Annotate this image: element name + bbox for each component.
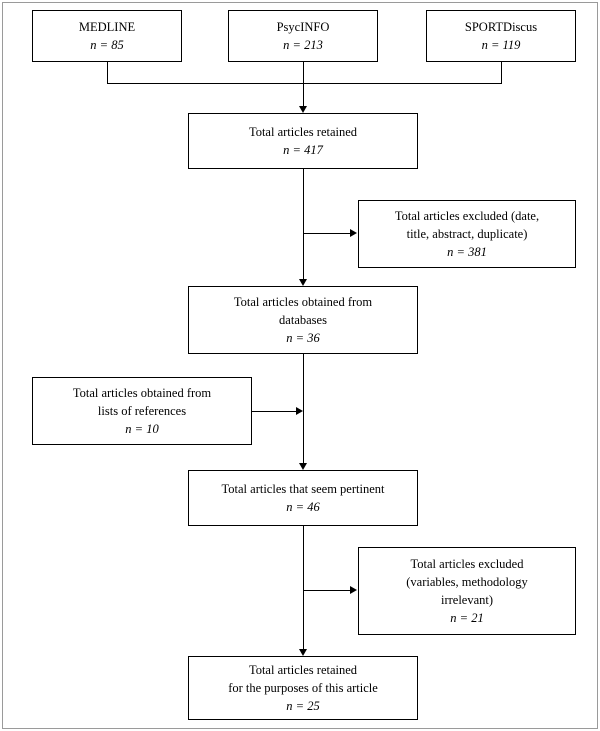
node-references-label-line1: Total articles obtained from: [72, 385, 212, 400]
node-pertinent-label: Total articles that seem pertinent: [221, 481, 385, 496]
node-retained-label: Total articles retained: [248, 124, 358, 139]
arrow-bus-to-retained: [299, 106, 307, 113]
node-excluded-eligibility-label-line1: Total articles excluded: [410, 556, 524, 571]
connector-databases-to-pertinent: [303, 354, 304, 464]
node-psycinfo-label: PsycINFO: [276, 19, 330, 34]
connector-retained-to-excluded1: [303, 233, 351, 234]
node-final-label-line1: Total articles retained: [248, 662, 358, 677]
node-databases-label-line2: databases: [279, 312, 327, 327]
node-databases-label-line1: Total articles obtained from: [233, 294, 373, 309]
node-references-count: n = 10: [125, 422, 159, 437]
node-psycinfo: [228, 10, 378, 62]
node-excluded-eligibility-label-line3: irrelevant): [440, 593, 494, 607]
node-sportdiscus-count: n = 119: [481, 38, 521, 52]
node-excluded-screening: [358, 200, 576, 268]
node-pertinent-count: n = 46: [286, 500, 320, 514]
node-retained-count: n = 417: [283, 143, 323, 157]
arrow-pertinent-to-excluded2: [350, 586, 357, 594]
node-databases: [188, 286, 418, 354]
connector-pertinent-to-excluded2: [303, 590, 351, 591]
node-medline-count: n = 85: [90, 38, 124, 52]
arrow-references-to-spine: [296, 407, 303, 415]
node-medline-label: MEDLINE: [78, 19, 136, 34]
node-excluded-eligibility: [358, 547, 576, 635]
connector-references-to-spine: [252, 411, 297, 412]
node-references-label-line2: lists of references: [97, 403, 187, 418]
connector-retained-to-databases: [303, 169, 304, 280]
node-pertinent: [188, 470, 418, 526]
node-sportdiscus-label: SPORTDiscus: [464, 19, 538, 34]
arrow-databases-to-pertinent: [299, 463, 307, 470]
node-excluded-eligibility-count: n = 21: [450, 611, 484, 626]
connector-psycinfo-down: [303, 62, 304, 83]
connector-medline-down: [107, 62, 108, 83]
connector-sportdiscus-down: [501, 62, 502, 83]
node-databases-count: n = 36: [286, 331, 320, 346]
node-final: [188, 656, 418, 720]
connector-bus-to-retained: [303, 83, 304, 107]
node-references: [32, 377, 252, 445]
connector-pertinent-to-final: [303, 526, 304, 650]
node-excluded-screening-count: n = 381: [447, 245, 487, 260]
node-excluded-screening-label-line1: Total articles excluded (date,: [394, 208, 540, 223]
node-final-label-line2: for the purposes of this article: [228, 680, 378, 695]
node-excluded-screening-label-line2: title, abstract, duplicate): [406, 226, 528, 241]
arrow-retained-to-excluded1: [350, 229, 357, 237]
arrow-retained-to-databases: [299, 279, 307, 286]
node-retained: [188, 113, 418, 169]
node-psycinfo-count: n = 213: [283, 38, 323, 52]
node-medline: [32, 10, 182, 62]
node-excluded-eligibility-label-line2: (variables, methodology: [406, 574, 528, 589]
node-sportdiscus: [426, 10, 576, 62]
connector-sources-bus: [107, 83, 502, 84]
arrow-pertinent-to-final: [299, 649, 307, 656]
node-final-count: n = 25: [286, 699, 320, 714]
